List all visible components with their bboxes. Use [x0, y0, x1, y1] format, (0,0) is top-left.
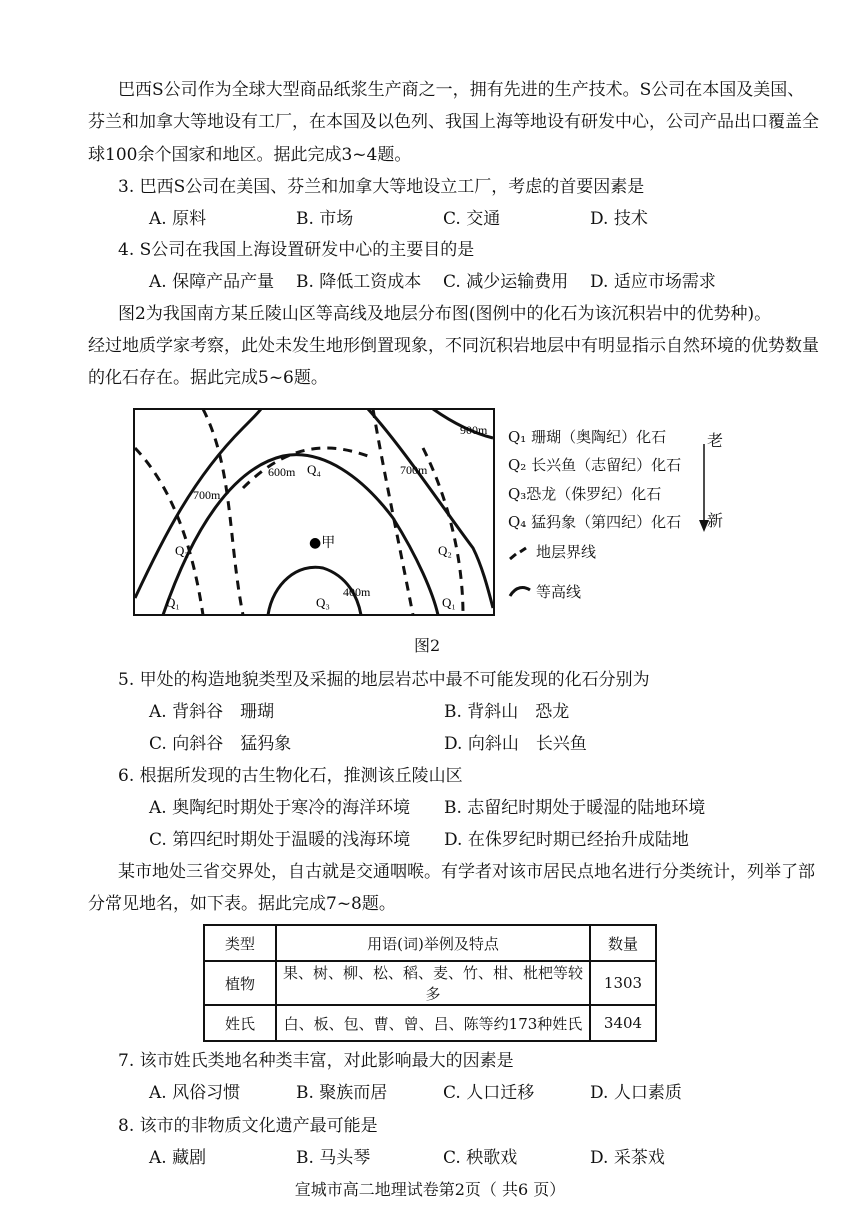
legend-q4: Q₄ 猛犸象（第四纪）化石 [508, 513, 682, 531]
intro-paragraph-2-line-2: 经过地质学家考察，此处未发生地形倒置现象，不同沉积岩地层中有明显指示自然环境的优势数量 [88, 336, 819, 356]
question-4-option-b: B. 降低工资成本 [296, 272, 422, 292]
table-cell: 白、板、包、曹、曾、吕、陈等约173种姓氏 [276, 1005, 590, 1041]
question-8-option-b: B. 马头琴 [296, 1148, 371, 1168]
intro-paragraph-3-line-1: 某市地处三省交界处，自古就是交通咽喉。有学者对该市居民点地名进行分类统计，列举了部 [118, 862, 815, 882]
table-row [204, 1005, 656, 1041]
intro-paragraph-3-line-2: 分常见地名，如下表。据此完成7~8题。 [88, 894, 396, 914]
legend-q3: Q₃恐龙（侏罗纪）化石 [508, 485, 662, 503]
contour-strata-map [133, 408, 495, 616]
intro-paragraph-2-line-1: 图2为我国南方某丘陵山区等高线及地层分布图(图例中的化石为该沉积岩中的优势种)。 [118, 304, 772, 324]
question-6-option-c: C. 第四纪时期处于温暖的浅海环境 [149, 830, 411, 850]
question-5-option-a: A. 背斜谷 珊瑚 [149, 702, 275, 722]
table-row [204, 961, 656, 1005]
label-q2-right: Q₂ [438, 543, 452, 558]
table-cell: 3404 [590, 1005, 656, 1041]
label-700m-right: 700m [400, 463, 428, 477]
question-3-option-a: A. 原料 [149, 209, 207, 229]
legend-boundary-label: 地层界线 [536, 543, 597, 561]
question-5-option-c: C. 向斜谷 猛犸象 [149, 734, 292, 754]
legend-boundary-swatch [508, 545, 530, 561]
map-svg [133, 408, 495, 616]
label-q1-left: Q₁ [166, 595, 180, 610]
question-6-option-a: A. 奥陶纪时期处于寒冷的海洋环境 [149, 798, 411, 818]
label-q1-right: Q₁ [442, 595, 456, 610]
question-7-option-c: C. 人口迁移 [443, 1083, 535, 1103]
label-jia: ●甲 [309, 535, 336, 551]
label-400m: 400m [343, 585, 371, 599]
legend-contour-label: 等高线 [536, 583, 582, 601]
question-7-option-d: D. 人口素质 [590, 1083, 682, 1103]
question-6-stem: 6. 根据所发现的古生物化石，推测该丘陵山区 [118, 766, 463, 786]
legend-q2: Q₂ 长兴鱼（志留纪）化石 [508, 456, 682, 474]
question-3-stem: 3. 巴西S公司在美国、芬兰和加拿大等地设立工厂，考虑的首要因素是 [118, 177, 645, 197]
table-cell: 果、树、柳、松、稻、麦、竹、柑、枇杷等较多 [276, 961, 590, 1005]
question-8-option-a: A. 藏剧 [149, 1148, 207, 1168]
legend-contour-swatch [508, 582, 532, 598]
intro-paragraph-1-line-2: 芬兰和加拿大等地设有工厂，在本国及以色列、我国上海等地设有研发中心，公司产品出口覆盖全 [88, 112, 819, 132]
question-6-option-d: D. 在侏罗纪时期已经抬升成陆地 [444, 830, 689, 850]
question-3-option-b: B. 市场 [296, 209, 354, 229]
question-8-option-d: D. 采茶戏 [590, 1148, 665, 1168]
legend-old-label: 老 [707, 431, 724, 450]
intro-paragraph-1-line-1: 巴西S公司作为全球大型商品纸浆生产商之一，拥有先进的生产技术。S公司在本国及美国、 [118, 80, 805, 100]
question-4-option-a: A. 保障产品产量 [149, 272, 275, 292]
question-3-option-d: D. 技术 [590, 209, 648, 229]
table-header-type: 类型 [204, 925, 276, 961]
question-8-stem: 8. 该市的非物质文化遗产最可能是 [118, 1116, 378, 1136]
table-cell: 1303 [590, 961, 656, 1005]
page-footer: 宣城市高二地理试卷第2页（ 共6 页） [294, 1180, 566, 1199]
place-name-table [203, 924, 657, 1042]
label-700m-left: 700m [193, 488, 221, 502]
table-cell: 姓氏 [204, 1005, 276, 1041]
intro-paragraph-1-line-3: 球100余个国家和地区。据此完成3~4题。 [88, 145, 412, 165]
table-header-row [204, 925, 656, 961]
table-header-count: 数量 [590, 925, 656, 961]
figure-caption: 图2 [414, 636, 441, 655]
map-frame [134, 409, 494, 615]
label-q4: Q₄ [307, 462, 321, 477]
question-8-option-c: C. 秧歌戏 [443, 1148, 518, 1168]
question-5-option-b: B. 背斜山 恐龙 [444, 702, 570, 722]
question-7-stem: 7. 该市姓氏类地名种类丰富，对此影响最大的因素是 [118, 1051, 514, 1071]
question-7-option-a: A. 风俗习惯 [149, 1083, 241, 1103]
table-cell: 植物 [204, 961, 276, 1005]
intro-paragraph-2-line-3: 的化石存在。据此完成5~6题。 [88, 368, 328, 388]
question-4-stem: 4. S公司在我国上海设置研发中心的主要目的是 [118, 240, 475, 260]
question-5-option-d: D. 向斜山 长兴鱼 [444, 734, 587, 754]
question-5-stem: 5. 甲处的构造地貌类型及采掘的地层岩芯中最不可能发现的化石分别为 [118, 670, 650, 690]
table-header-examples: 用语(词)举例及特点 [276, 925, 590, 961]
question-6-option-b: B. 志留纪时期处于暖湿的陆地环境 [444, 798, 706, 818]
question-3-option-c: C. 交通 [443, 209, 501, 229]
label-600m: 600m [268, 465, 296, 479]
question-4-option-d: D. 适应市场需求 [590, 272, 716, 292]
question-4-option-c: C. 减少运输费用 [443, 272, 569, 292]
legend-q1: Q₁ 珊瑚（奥陶纪）化石 [508, 428, 667, 446]
label-q3: Q₃ [316, 595, 330, 610]
label-900m: 900m [460, 423, 488, 437]
legend-new-label: 新 [707, 511, 724, 530]
label-q2-left: Q₂ [175, 543, 189, 558]
question-7-option-b: B. 聚族而居 [296, 1083, 388, 1103]
